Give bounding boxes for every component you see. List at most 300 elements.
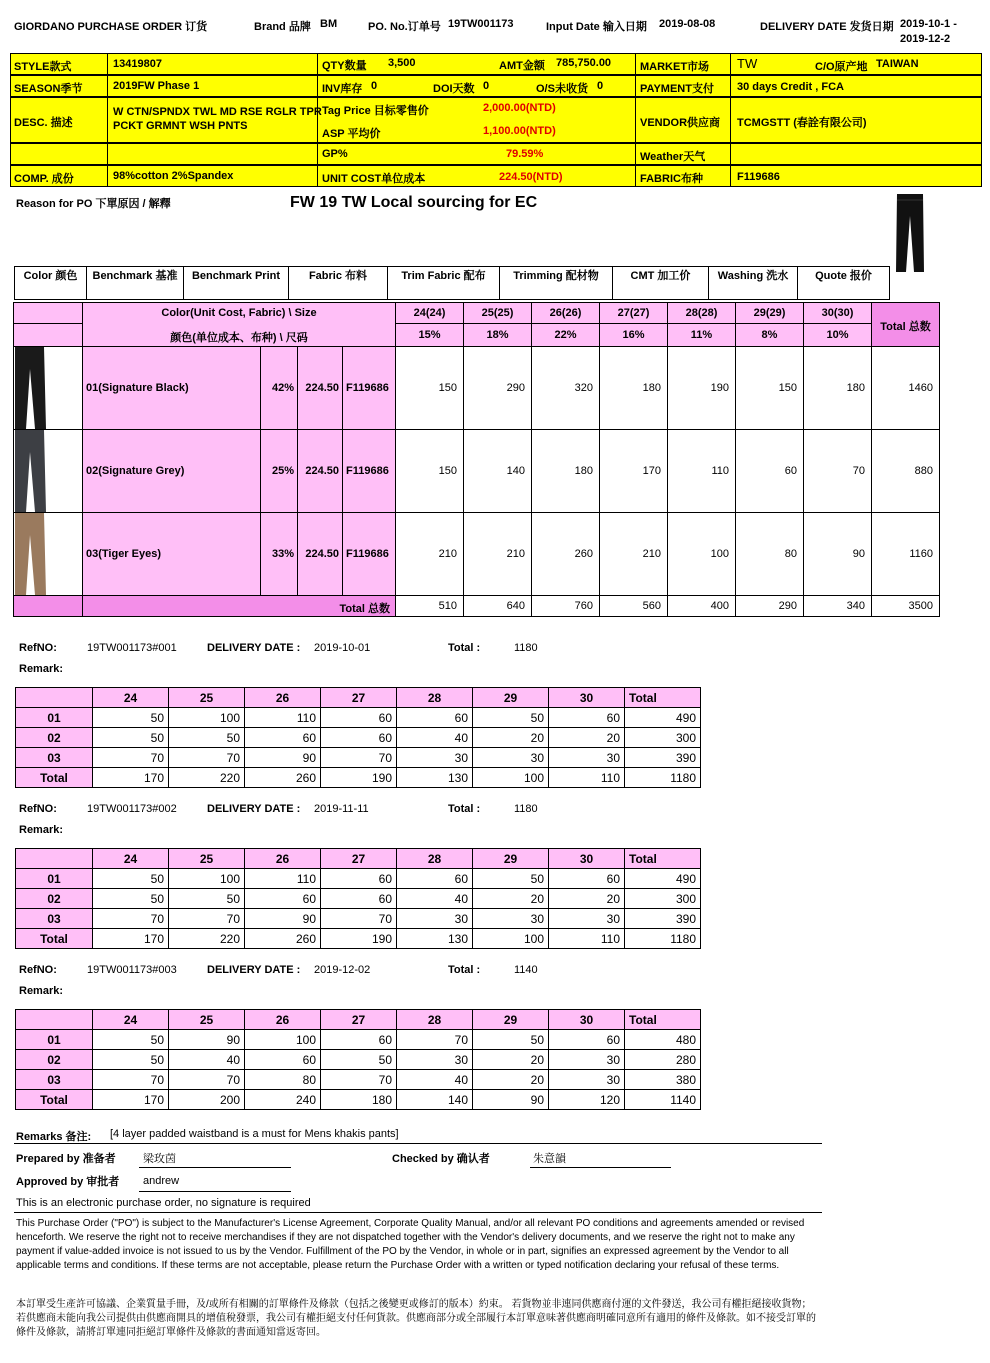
qty-cell: 60 xyxy=(549,708,625,728)
size-qty-cell[interactable]: 170 xyxy=(599,429,668,513)
origin-value: TAIWAN xyxy=(876,58,919,70)
qty-cell: 260 xyxy=(245,929,321,949)
column-header: 25 xyxy=(169,849,245,869)
qty-cell: 390 xyxy=(625,748,701,768)
qty-cell: 60 xyxy=(321,728,397,748)
size-qty-cell[interactable]: 210 xyxy=(395,512,464,596)
size-header: 24(24) xyxy=(395,302,464,324)
qty-cell: 40 xyxy=(397,728,473,748)
qty-cell: 1140 xyxy=(625,1090,701,1110)
table-corner xyxy=(16,1010,93,1030)
qty-cell: 190 xyxy=(321,929,397,949)
terms-chinese: 本訂單受生產許可協議、企業質量手冊，及/或所有相關的訂單條件及條款（包括之後變更或修訂的版本）約束。 若貨物並非連同供應商付運的文件發送，我公司有權拒絕接收貨物；若供應商未能向我公司提供由供應商開具的增值稅發票，我公司有權拒絕支付任何貨款。供應商部分或全部履行本訂單意味著供應商明確同意所有適用的條件及條款。如不接受訂單的條件及條款，請將訂單連同拒絕訂單條件及條款的書面通知當返寄回。 xyxy=(16,1299,816,1338)
qty-cell: 50 xyxy=(169,728,245,748)
matrix-head-cn: 颜色(单位成本、布种) \ 尺码 xyxy=(170,332,308,344)
weather-value-cell xyxy=(730,143,982,165)
column-header: 28 xyxy=(397,849,473,869)
ref-label: RefNO: xyxy=(19,964,57,976)
delivery-date-label: DELIVERY DATE : xyxy=(207,642,301,654)
qty-cell: 90 xyxy=(169,1030,245,1050)
amt-label: AMT金额 xyxy=(499,60,545,72)
qty-cell: 170 xyxy=(93,1090,169,1110)
column-header: Total xyxy=(625,688,701,708)
qty-cell: 90 xyxy=(245,748,321,768)
size-qty-cell[interactable]: 110 xyxy=(667,429,736,513)
size-qty-cell[interactable]: 210 xyxy=(599,512,668,596)
prepared-label: Prepared by 准备者 xyxy=(16,1153,116,1165)
color-total-cell: 880 xyxy=(871,429,940,513)
table-row xyxy=(16,1070,701,1090)
qty-cell: 30 xyxy=(473,748,549,768)
pants-icon xyxy=(14,347,54,429)
amt-value: 785,750.00 xyxy=(556,57,612,69)
table-corner xyxy=(16,688,93,708)
po-number-label: PO. No.订单号 xyxy=(368,21,441,33)
os-label: O/S未收货 xyxy=(536,83,588,95)
qty-cell: 490 xyxy=(625,708,701,728)
delivery-total-label: Total : xyxy=(448,642,481,654)
row-label: 03 xyxy=(16,748,93,768)
size-ratio: 10% xyxy=(803,323,872,347)
ref-value: 19TW001173#003 xyxy=(87,964,177,976)
comp-value: 98%cotton 2%Spandex xyxy=(113,170,234,182)
qty-cell: 110 xyxy=(549,929,625,949)
matrix-total-row-corner xyxy=(13,595,83,617)
checked-value: 朱意韻 xyxy=(533,1153,566,1165)
qty-label: QTY数量 xyxy=(322,60,367,72)
size-qty-cell[interactable]: 180 xyxy=(599,346,668,430)
qty-value: 3,500 xyxy=(388,57,416,69)
delivery-total-value: 1140 xyxy=(514,964,538,976)
table-header-row xyxy=(16,688,701,708)
qty-cell: 60 xyxy=(397,869,473,889)
size-qty-cell[interactable]: 70 xyxy=(803,429,872,513)
delivery-date-label: DELIVERY DATE 发货日期 xyxy=(760,21,894,33)
column-header: 26 xyxy=(245,1010,321,1030)
column-header: 29 xyxy=(473,688,549,708)
market-label: MARKET市场 xyxy=(640,61,710,73)
table-row xyxy=(16,909,701,929)
qty-cell: 130 xyxy=(397,768,473,788)
qty-cell: 300 xyxy=(625,889,701,909)
table-row xyxy=(16,768,701,788)
qty-cell: 50 xyxy=(93,708,169,728)
color-percent: 42% xyxy=(260,346,298,430)
table-header-row xyxy=(16,1010,701,1030)
table-row xyxy=(16,708,701,728)
size-ratio: 18% xyxy=(463,323,532,347)
size-header: 29(29) xyxy=(735,302,804,324)
delivery-total-value: 1180 xyxy=(514,642,538,654)
table-row xyxy=(16,1090,701,1110)
qty-cell: 30 xyxy=(397,748,473,768)
row-label: 01 xyxy=(16,1030,93,1050)
size-ratio: 15% xyxy=(395,323,464,347)
unit-cost-value: 224.50(NTD) xyxy=(499,171,563,183)
delivery-date-label: DELIVERY DATE : xyxy=(207,964,301,976)
qty-cell: 20 xyxy=(549,728,625,748)
color-name: 01(Signature Black) xyxy=(82,346,261,430)
payment-label: PAYMENT支付 xyxy=(640,83,714,95)
color-percent: 33% xyxy=(260,512,298,596)
approved-rule xyxy=(139,1191,291,1192)
qty-cell: 70 xyxy=(93,748,169,768)
ref-value: 19TW001173#001 xyxy=(87,642,177,654)
matrix-corner-bottom xyxy=(13,323,83,347)
qty-cell: 70 xyxy=(169,1070,245,1090)
qty-cell: 120 xyxy=(549,1090,625,1110)
color-percent: 25% xyxy=(260,429,298,513)
row-label: Total xyxy=(16,768,93,788)
size-qty-cell[interactable]: 60 xyxy=(735,429,804,513)
ref-label: RefNO: xyxy=(19,803,57,815)
delivery-total-label: Total : xyxy=(448,803,481,815)
tab-fabric[interactable]: Fabric 布料 xyxy=(288,266,387,300)
tag-price-value: 2,000.00(NTD) xyxy=(483,102,556,114)
style-label: STYLE款式 xyxy=(14,61,72,73)
size-header: 27(27) xyxy=(599,302,668,324)
size-qty-cell[interactable]: 260 xyxy=(531,512,600,596)
tab-trim-fabric[interactable]: Trim Fabric 配布 xyxy=(387,266,499,300)
qty-cell: 1180 xyxy=(625,768,701,788)
qty-cell: 240 xyxy=(245,1090,321,1110)
inv-cell xyxy=(317,75,636,97)
color-unit-cost: 224.50 xyxy=(297,512,343,596)
qty-cell: 60 xyxy=(321,708,397,728)
column-header: 30 xyxy=(549,1010,625,1030)
qty-cell: 60 xyxy=(245,1050,321,1070)
qty-cell: 20 xyxy=(473,889,549,909)
column-header: 27 xyxy=(321,1010,397,1030)
brand-label: Brand 品牌 xyxy=(254,21,311,33)
size-total-cell: 290 xyxy=(735,595,804,617)
qty-cell: 70 xyxy=(93,1070,169,1090)
column-header: 26 xyxy=(245,849,321,869)
unit-cost-label: UNIT COST单位成本 xyxy=(322,173,426,185)
qty-cell: 60 xyxy=(321,889,397,909)
qty-cell: 170 xyxy=(93,768,169,788)
qty-cell: 70 xyxy=(169,909,245,929)
qty-cell: 50 xyxy=(93,1030,169,1050)
vendor-value: TCMGSTT (春詮有限公司) xyxy=(737,117,867,129)
matrix-head-en: Color(Unit Cost, Fabric) \ Size xyxy=(161,307,317,319)
electronic-note: This is an electronic purchase order, no signature is required xyxy=(16,1197,311,1209)
qty-cell: 20 xyxy=(473,1070,549,1090)
matrix-corner-top xyxy=(13,302,83,324)
column-header: 25 xyxy=(169,688,245,708)
qty-cell: 220 xyxy=(169,929,245,949)
tab-quote[interactable]: Quote 报价 xyxy=(797,266,890,300)
matrix-total-head: Total 总数 xyxy=(880,321,931,333)
qty-cell: 50 xyxy=(93,1050,169,1070)
tab-trimming[interactable]: Trimming 配材物 xyxy=(499,266,612,300)
qty-cell: 60 xyxy=(397,708,473,728)
gp-label: GP% xyxy=(322,148,348,160)
color-total-cell: 1460 xyxy=(871,346,940,430)
qty-cell: 60 xyxy=(549,1030,625,1050)
size-qty-cell[interactable]: 100 xyxy=(667,512,736,596)
column-header: 29 xyxy=(473,849,549,869)
size-qty-cell[interactable]: 180 xyxy=(531,429,600,513)
qty-cell: 50 xyxy=(93,869,169,889)
fabric-label: FABRIC布种 xyxy=(640,173,703,185)
column-header: 27 xyxy=(321,849,397,869)
qty-cell: 80 xyxy=(245,1070,321,1090)
qty-cell: 70 xyxy=(169,748,245,768)
size-header: 25(25) xyxy=(463,302,532,324)
remarks-rule xyxy=(14,1143,822,1144)
input-date-value: 2019-08-08 xyxy=(659,18,716,30)
qty-cell: 30 xyxy=(397,909,473,929)
column-header: Total xyxy=(625,849,701,869)
qty-cell: 490 xyxy=(625,869,701,889)
row-label: 02 xyxy=(16,889,93,909)
market-value: TW xyxy=(737,56,758,71)
qty-cell: 20 xyxy=(473,728,549,748)
blank-label-cell xyxy=(10,143,108,165)
qty-cell: 180 xyxy=(321,1090,397,1110)
terms-rule xyxy=(14,1212,822,1213)
column-header: 24 xyxy=(93,688,169,708)
qty-cell: 70 xyxy=(321,748,397,768)
size-qty-cell[interactable]: 180 xyxy=(803,346,872,430)
qty-cell: 50 xyxy=(93,889,169,909)
season-label: SEASON季节 xyxy=(14,83,83,95)
qty-cell: 50 xyxy=(473,1030,549,1050)
remark-label: Remark: xyxy=(19,663,64,675)
color-name: 03(Tiger Eyes) xyxy=(82,512,261,596)
qty-cell: 70 xyxy=(93,909,169,929)
color-swatch-cell xyxy=(13,429,83,513)
remarks-label: Remarks 备注: xyxy=(16,1131,92,1143)
qty-cell: 40 xyxy=(169,1050,245,1070)
qty-cell: 380 xyxy=(625,1070,701,1090)
qty-cell: 60 xyxy=(321,869,397,889)
asp-value: 1,100.00(NTD) xyxy=(483,125,556,137)
delivery-total-value: 1180 xyxy=(514,803,538,815)
size-qty-cell[interactable]: 320 xyxy=(531,346,600,430)
desc-line-1: W CTN/SPNDX TWL MD RSE RGLR TPR xyxy=(113,106,322,118)
checked-rule xyxy=(530,1167,671,1168)
comp-label: COMP. 成份 xyxy=(14,173,74,185)
size-total-cell: 560 xyxy=(599,595,668,617)
delivery-date-label: DELIVERY DATE : xyxy=(207,803,301,815)
qty-cell: 50 xyxy=(321,1050,397,1070)
qty-cell: 100 xyxy=(473,929,549,949)
qty-cell: 70 xyxy=(321,909,397,929)
size-qty-cell[interactable]: 90 xyxy=(803,512,872,596)
size-header: 28(28) xyxy=(667,302,736,324)
size-ratio: 16% xyxy=(599,323,668,347)
qty-cell: 1180 xyxy=(625,929,701,949)
gp-cell xyxy=(317,143,636,165)
qty-cell: 140 xyxy=(397,1090,473,1110)
qty-cell: 70 xyxy=(321,1070,397,1090)
qty-cell: 100 xyxy=(245,1030,321,1050)
color-total-cell: 1160 xyxy=(871,512,940,596)
qty-cell: 300 xyxy=(625,728,701,748)
delivery-breakdown-table xyxy=(15,687,701,788)
column-header: 29 xyxy=(473,1010,549,1030)
desc-label: DESC. 描述 xyxy=(14,117,73,129)
po-title: GIORDANO PURCHASE ORDER 订货 xyxy=(14,21,208,33)
color-fabric: F119686 xyxy=(342,346,396,430)
table-row xyxy=(16,929,701,949)
size-total-cell: 510 xyxy=(395,595,464,617)
qty-cell: 30 xyxy=(549,1050,625,1070)
size-qty-cell[interactable]: 190 xyxy=(667,346,736,430)
color-name: 02(Signature Grey) xyxy=(82,429,261,513)
fabric-value: F119686 xyxy=(737,171,780,183)
size-total-cell: 400 xyxy=(667,595,736,617)
table-row xyxy=(16,1030,701,1050)
season-value: 2019FW Phase 1 xyxy=(113,80,200,92)
color-unit-cost: 224.50 xyxy=(297,346,343,430)
table-row xyxy=(16,1050,701,1070)
qty-cell: 40 xyxy=(397,889,473,909)
color-unit-cost: 224.50 xyxy=(297,429,343,513)
remark-label: Remark: xyxy=(19,824,64,836)
qty-cell: 30 xyxy=(549,1070,625,1090)
tab-cmt[interactable]: CMT 加工价 xyxy=(612,266,708,300)
qty-cell: 90 xyxy=(245,909,321,929)
qty-cell: 220 xyxy=(169,768,245,788)
payment-value: 30 days Credit , FCA xyxy=(737,81,844,93)
delivery-breakdown-table xyxy=(15,848,701,949)
size-qty-cell[interactable]: 210 xyxy=(463,512,532,596)
column-header: 25 xyxy=(169,1010,245,1030)
size-ratio: 8% xyxy=(735,323,804,347)
row-label: 03 xyxy=(16,909,93,929)
tab-washing[interactable]: Washing 洗水 xyxy=(708,266,797,300)
desc-line-2: PCKT GRMNT WSH PNTS xyxy=(113,120,248,132)
reason-text: FW 19 TW Local sourcing for EC xyxy=(290,194,538,211)
row-label: 01 xyxy=(16,708,93,728)
matrix-total-row-label: Total 总数 xyxy=(339,603,390,615)
qty-cell: 50 xyxy=(169,889,245,909)
size-total-cell: 760 xyxy=(531,595,600,617)
qty-cell: 190 xyxy=(321,768,397,788)
blank-value-cell xyxy=(107,143,318,165)
reason-label: Reason for PO 下單原因 / 解釋 xyxy=(16,198,171,210)
qty-cell: 30 xyxy=(549,909,625,929)
tab-benchmark-print[interactable]: Benchmark Print xyxy=(183,266,288,300)
os-value: 0 xyxy=(597,80,604,92)
ref-value: 19TW001173#002 xyxy=(87,803,177,815)
qty-cell: 170 xyxy=(93,929,169,949)
doi-value: 0 xyxy=(483,80,490,92)
tab-color[interactable]: Color 颜色 xyxy=(14,266,86,300)
qty-cell: 50 xyxy=(93,728,169,748)
size-header: 26(26) xyxy=(531,302,600,324)
qty-cell: 60 xyxy=(245,889,321,909)
tab-benchmark[interactable]: Benchmark 基准 xyxy=(86,266,183,300)
size-qty-cell[interactable]: 150 xyxy=(395,429,464,513)
qty-cell: 100 xyxy=(169,708,245,728)
column-header: 24 xyxy=(93,849,169,869)
qty-cell: 480 xyxy=(625,1030,701,1050)
table-corner xyxy=(16,849,93,869)
prepared-rule xyxy=(139,1167,291,1168)
asp-label: ASP 平均价 xyxy=(322,128,381,140)
column-header: 27 xyxy=(321,688,397,708)
qty-cell: 70 xyxy=(397,1030,473,1050)
column-header: Total xyxy=(625,1010,701,1030)
qty-cell: 40 xyxy=(397,1070,473,1090)
column-header: 30 xyxy=(549,849,625,869)
qty-cell: 110 xyxy=(549,768,625,788)
table-row xyxy=(16,869,701,889)
pants-icon xyxy=(14,430,54,512)
inv-value: 0 xyxy=(371,80,378,92)
input-date-label: Input Date 输入日期 xyxy=(546,21,647,33)
delivery-date-value: 2019-12-02 xyxy=(314,964,371,976)
qty-cell: 200 xyxy=(169,1090,245,1110)
size-qty-cell[interactable]: 140 xyxy=(463,429,532,513)
table-header-row xyxy=(16,849,701,869)
qty-cell: 100 xyxy=(473,768,549,788)
size-header: 30(30) xyxy=(803,302,872,324)
weather-label: Weather天气 xyxy=(640,151,706,163)
qty-cell: 20 xyxy=(549,889,625,909)
column-header: 26 xyxy=(245,688,321,708)
color-swatch-cell xyxy=(13,346,83,430)
qty-cell: 90 xyxy=(473,1090,549,1110)
brand-value: BM xyxy=(320,18,338,30)
tag-price-label: Tag Price 目标零售价 xyxy=(322,105,429,117)
approved-value: andrew xyxy=(143,1175,180,1187)
qty-cell: 60 xyxy=(549,869,625,889)
size-qty-cell[interactable]: 150 xyxy=(735,346,804,430)
qty-cell: 100 xyxy=(169,869,245,889)
delivery-date-value: 2019-11-11 xyxy=(314,803,369,815)
row-label: Total xyxy=(16,1090,93,1110)
prepared-value: 梁玫茵 xyxy=(143,1153,176,1165)
size-total-cell: 340 xyxy=(803,595,872,617)
qty-cell: 110 xyxy=(245,869,321,889)
table-row xyxy=(16,748,701,768)
doi-label: DOI天数 xyxy=(433,83,475,95)
column-header: 28 xyxy=(397,1010,473,1030)
vendor-label: VENDOR供应商 xyxy=(640,117,721,129)
qty-cell: 60 xyxy=(321,1030,397,1050)
qty-cell: 60 xyxy=(245,728,321,748)
qty-cell: 50 xyxy=(473,869,549,889)
delivery-date-range-start: 2019-10-1 - xyxy=(900,18,957,30)
table-row xyxy=(16,889,701,909)
qty-cell: 260 xyxy=(245,768,321,788)
size-total-cell: 640 xyxy=(463,595,532,617)
column-header: 28 xyxy=(397,688,473,708)
size-qty-cell[interactable]: 150 xyxy=(395,346,464,430)
color-fabric: F119686 xyxy=(342,512,396,596)
approved-label: Approved by 审批者 xyxy=(16,1176,120,1188)
qty-cell: 130 xyxy=(397,929,473,949)
size-qty-cell[interactable]: 290 xyxy=(463,346,532,430)
delivery-date-range-end: 2019-12-2 xyxy=(900,33,951,45)
table-row xyxy=(16,728,701,748)
remarks-text: [4 layer padded waistband is a must for Mens khakis pants] xyxy=(110,1128,399,1140)
qty-cell: 110 xyxy=(245,708,321,728)
row-label: 03 xyxy=(16,1070,93,1090)
delivery-total-label: Total : xyxy=(448,964,481,976)
qty-cell: 20 xyxy=(473,1050,549,1070)
qty-cell: 30 xyxy=(473,909,549,929)
qty-cell: 390 xyxy=(625,909,701,929)
row-label: Total xyxy=(16,929,93,949)
size-qty-cell[interactable]: 80 xyxy=(735,512,804,596)
row-label: 02 xyxy=(16,728,93,748)
